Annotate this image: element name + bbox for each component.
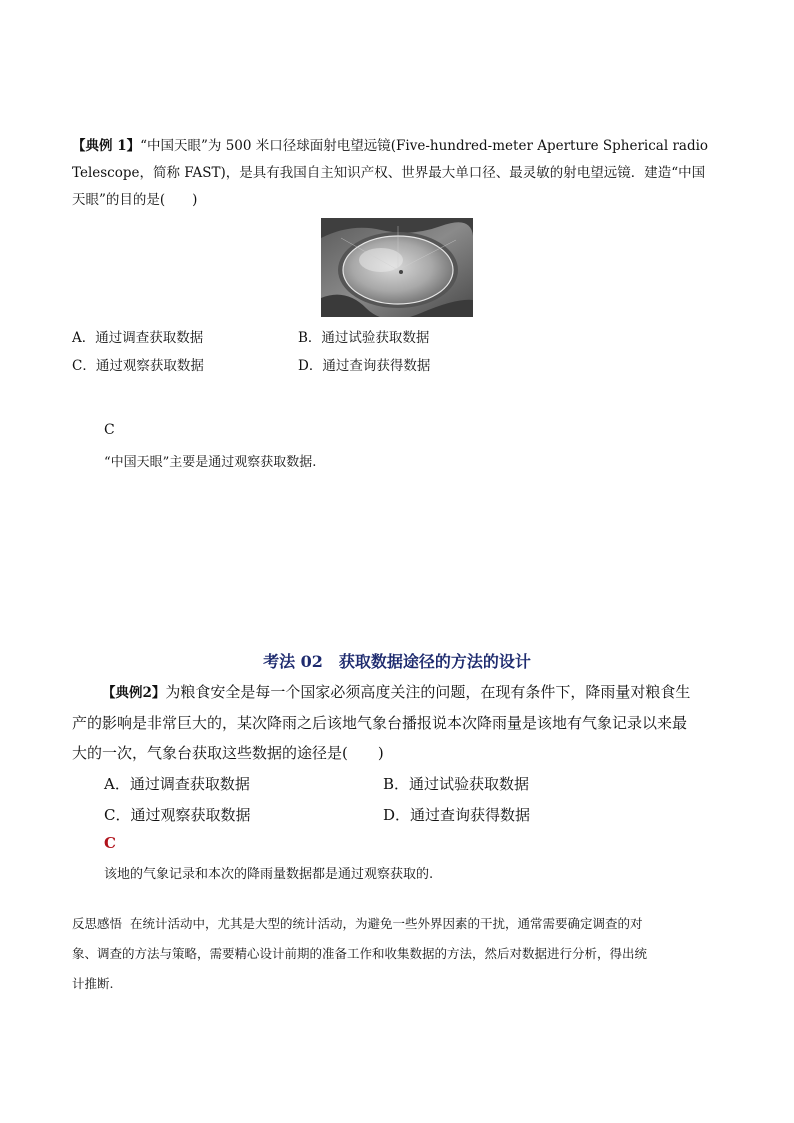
reflection-line2: 象、调查的方法与策略，需要精心设计前期的准备工作和收集数据的方法，然后对数据进行分析，得出统 bbox=[72, 946, 648, 961]
example2-question bbox=[72, 677, 727, 768]
reflection-line1: 反思感悟 在统计活动中，尤其是大型的统计活动，为避免一些外界因素的干扰，通常需要确定调查的对 bbox=[72, 916, 643, 931]
example2-question-line3: 大的一次，气象台获取这些数据的途径是( ) bbox=[72, 744, 384, 762]
example1-option-c: C．通过观察获取数据 bbox=[72, 358, 204, 374]
reflection-line3: 计推断. bbox=[72, 976, 114, 991]
example2-question-line2: 产的影响是非常巨大的，某次降雨之后该地气象台播报说本次降雨量是该地有气象记录以来最 bbox=[72, 714, 688, 732]
example1-question-line2: Telescope，简称 FAST)，是具有我国自主知识产权、世界最大单口径、最灵敏的射电望远镜．建造“中国 bbox=[72, 165, 706, 181]
example2-answer: C bbox=[104, 834, 116, 852]
section-heading: 考法 02 获取数据途径的方法的设计 bbox=[263, 652, 531, 671]
example2-option-a: A．通过调查获取数据 bbox=[104, 775, 250, 793]
example2-label: 【典例2】 bbox=[102, 685, 166, 701]
example1-answer: C bbox=[104, 422, 115, 438]
reflection-label: 反思感悟 bbox=[72, 916, 123, 931]
example2-option-b: B．通过试验获取数据 bbox=[383, 775, 530, 793]
reflection bbox=[72, 909, 727, 999]
example2-option-c: C．通过观察获取数据 bbox=[104, 806, 251, 824]
example1-question bbox=[72, 133, 724, 214]
example1-question-line3: 天眼”的目的是( ) bbox=[72, 192, 198, 208]
example1-option-b: B．通过试验获取数据 bbox=[298, 330, 430, 346]
example1-explanation: “中国天眼”主要是通过观察获取数据. bbox=[104, 455, 317, 470]
example1-question-line1: 【典例 1】“中国天眼”为 500 米口径球面射电望远镜(Five-hundred-meter Aperture Spherical radio bbox=[72, 138, 709, 154]
example1-option-a: A．通过调查获取数据 bbox=[72, 330, 204, 346]
fast-telescope-photo bbox=[321, 218, 473, 317]
example1-option-d: D．通过查询获得数据 bbox=[298, 358, 431, 374]
example2-question-line1: 【典例2】为粮食安全是每一个国家必须高度关注的问题，在现有条件下，降雨量对粮食生 bbox=[102, 683, 691, 701]
example2-option-d: D．通过查询获得数据 bbox=[383, 806, 531, 824]
telescope-image-icon bbox=[321, 218, 473, 317]
example1-label: 【典例 1】 bbox=[72, 138, 141, 154]
example2-explanation: 该地的气象记录和本次的降雨量数据都是通过观察获取的. bbox=[104, 867, 434, 882]
